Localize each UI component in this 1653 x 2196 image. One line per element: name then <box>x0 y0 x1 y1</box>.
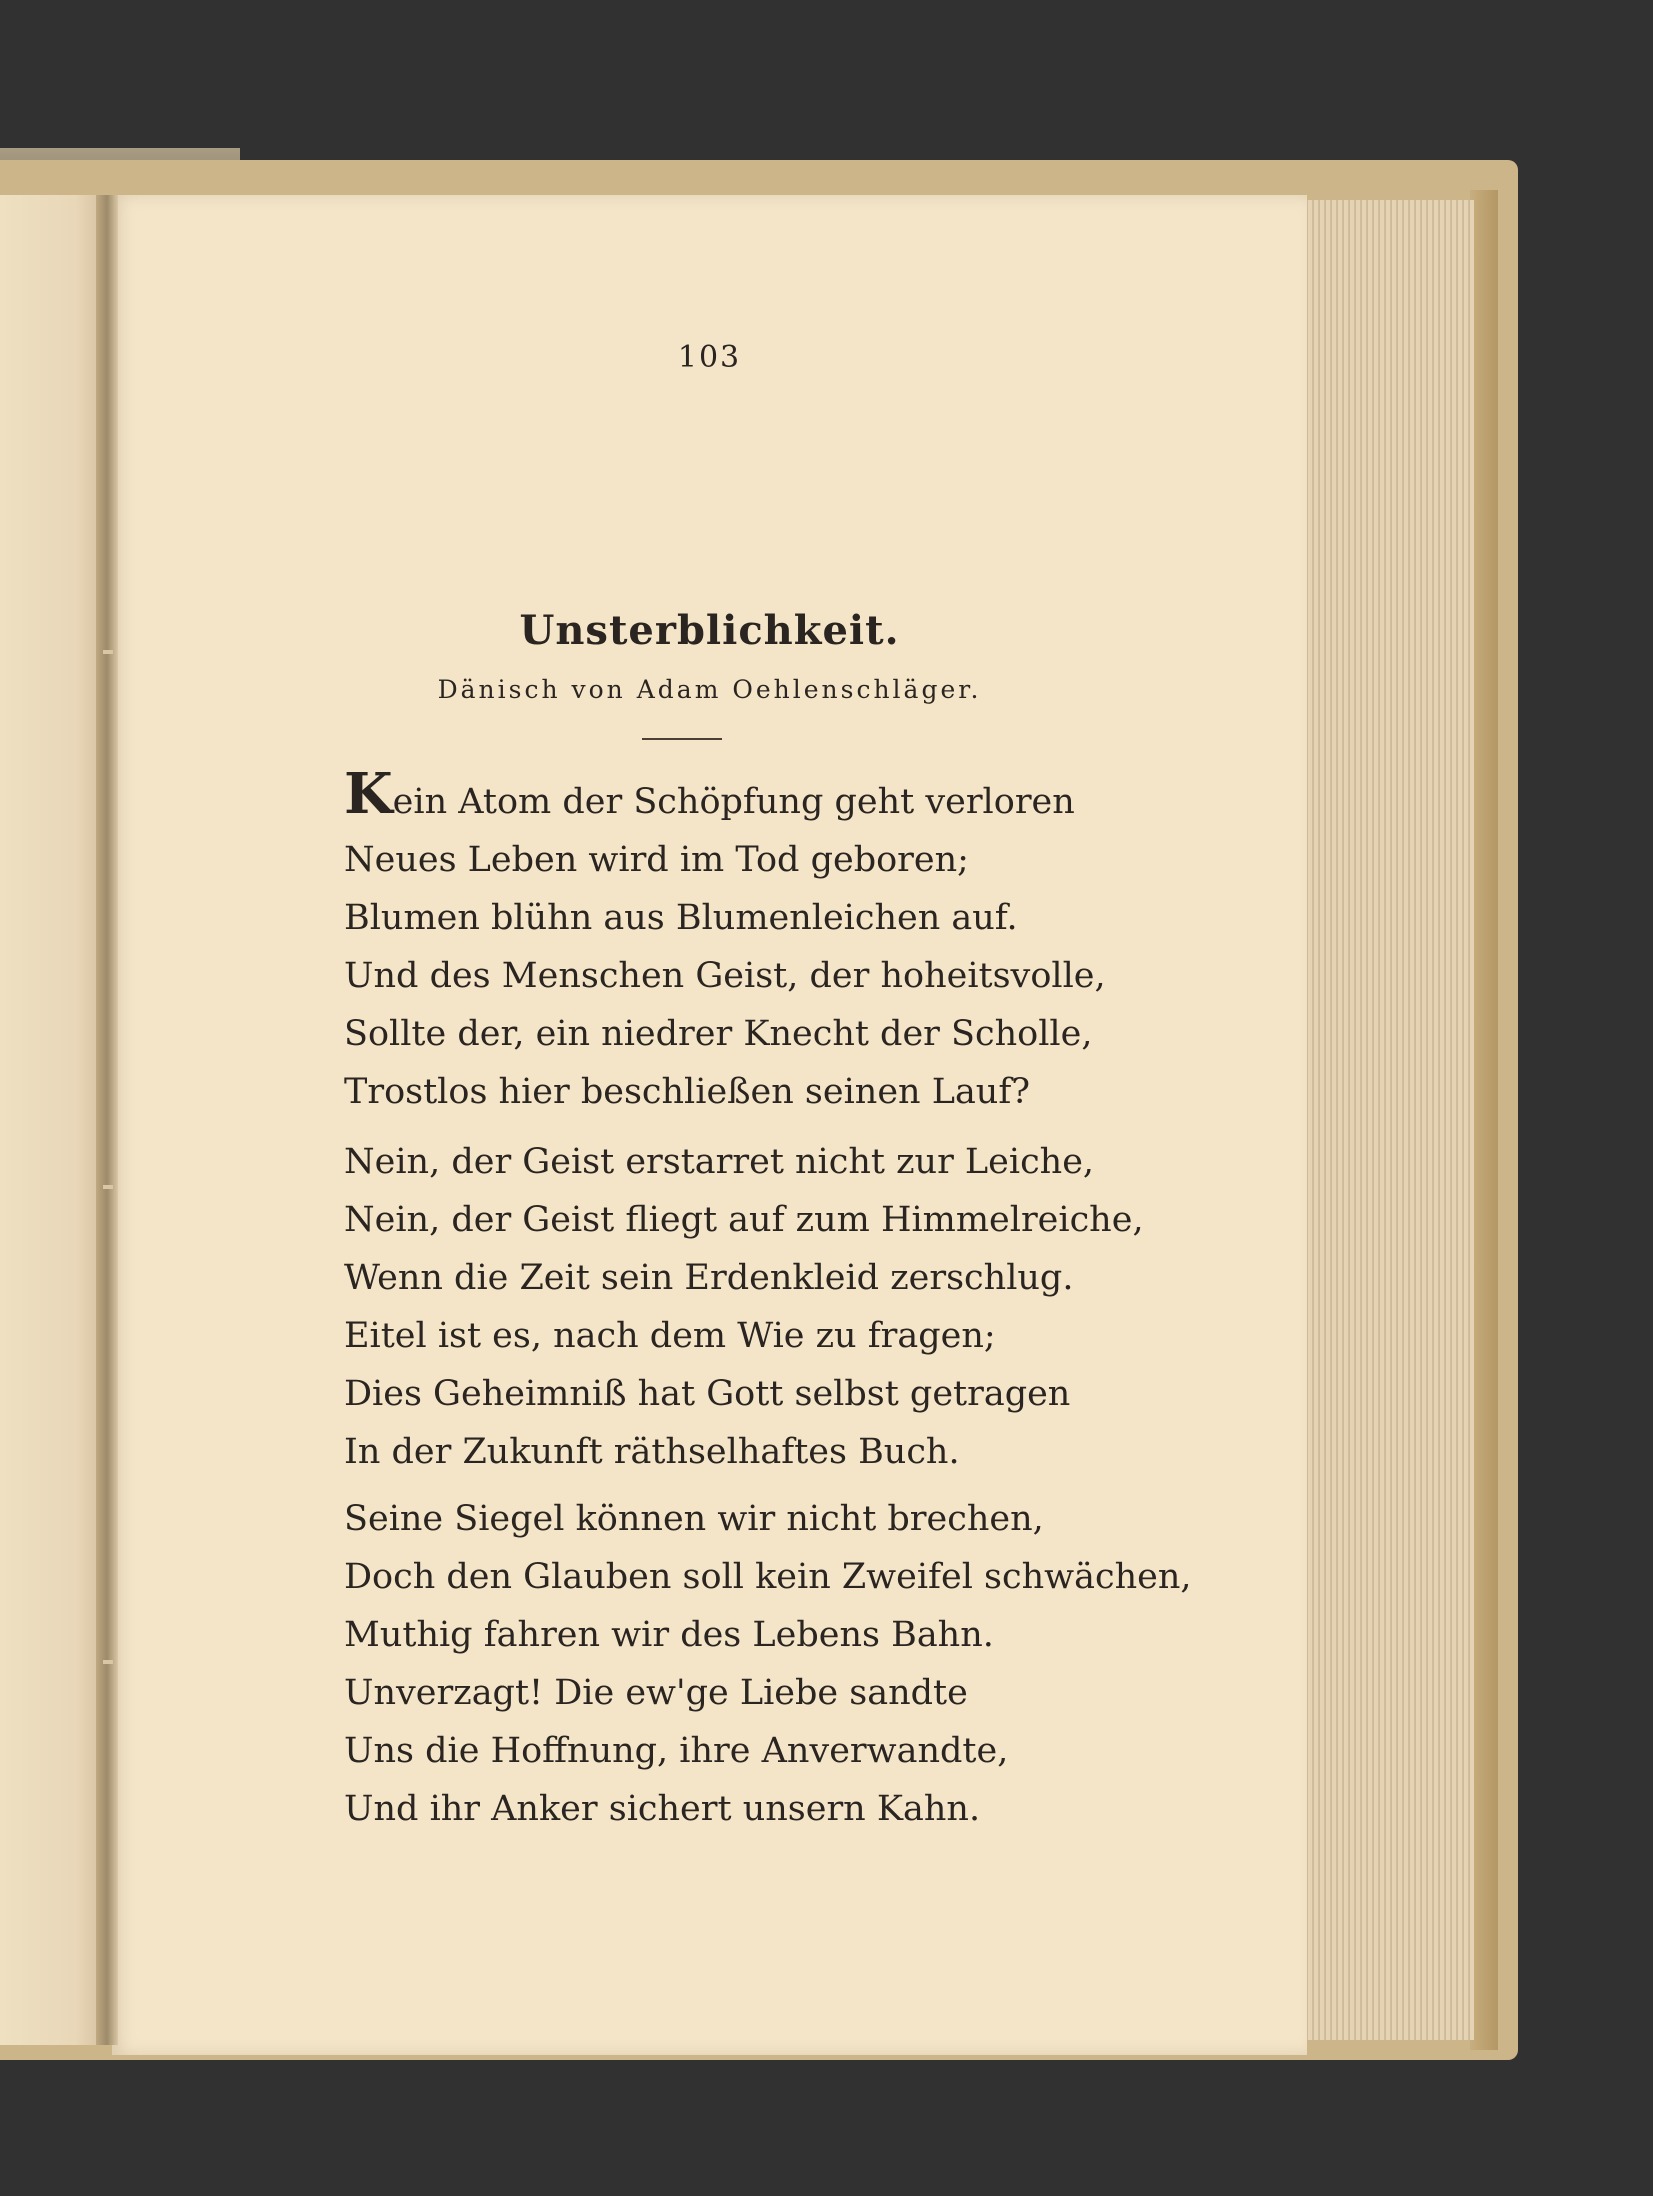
verse-line: Und des Menschen Geist, der hoheitsvolle, <box>344 956 1106 996</box>
verse-line: Blumen blühn aus Blumenleichen auf. <box>344 898 1018 938</box>
verse-line-text: ein Atom der Schöpfung geht verloren <box>392 782 1075 822</box>
verse-line: Dies Geheimniß hat Gott selbst getragen <box>344 1374 1071 1414</box>
verse-line: Eitel ist es, nach dem Wie zu fragen; <box>344 1316 996 1356</box>
stanza-1 <box>344 761 1244 1121</box>
stanza-2 <box>344 1133 1244 1481</box>
verse-line: Trostlos hier beschließen seinen Lauf? <box>344 1072 1031 1112</box>
verse-line: Uns die Hoffnung, ihre Anverwandte, <box>344 1731 1009 1771</box>
title-divider <box>642 738 722 740</box>
verse-line: Nein, der Geist fliegt auf zum Himmelreiche, <box>344 1200 1144 1240</box>
verse-line: Unverzagt! Die ew'ge Liebe sandte <box>344 1673 968 1713</box>
verse-line: Muthig fahren wir des Lebens Bahn. <box>344 1615 994 1655</box>
verse-line: Nein, der Geist erstarret nicht zur Leiche, <box>344 1142 1095 1182</box>
binding-stitch <box>103 1185 113 1189</box>
left-page-edge <box>0 195 108 2045</box>
verse-line: Sollte der, ein niedrer Knecht der Scholle, <box>344 1014 1093 1054</box>
binding-stitch <box>103 650 113 654</box>
verse-line: Wenn die Zeit sein Erdenkleid zerschlug. <box>344 1258 1074 1298</box>
cover-edge <box>1470 190 1498 2050</box>
verse-line: Seine Siegel können wir nicht brechen, <box>344 1499 1044 1539</box>
page-content <box>112 195 1307 2055</box>
book-gutter <box>96 195 118 2045</box>
poem-title: Unsterblichkeit. <box>519 607 900 654</box>
verse-line: Und ihr Anker sichert unsern Kahn. <box>344 1789 981 1829</box>
right-page <box>112 195 1307 2055</box>
stanza-3 <box>344 1490 1244 1838</box>
page-number: 103 <box>677 340 742 375</box>
page-edges-stack <box>1300 200 1474 2040</box>
drop-initial: K <box>344 761 393 827</box>
verse-line <box>344 761 1244 831</box>
poem-attribution: Dänisch von Adam Oehlenschläger. <box>437 675 982 704</box>
verse-line: In der Zukunft räthselhaftes Buch. <box>344 1432 960 1472</box>
verse-line: Doch den Glauben soll kein Zweifel schwächen, <box>344 1557 1192 1597</box>
verse-line: Neues Leben wird im Tod geboren; <box>344 840 969 880</box>
binding-stitch <box>103 1660 113 1664</box>
